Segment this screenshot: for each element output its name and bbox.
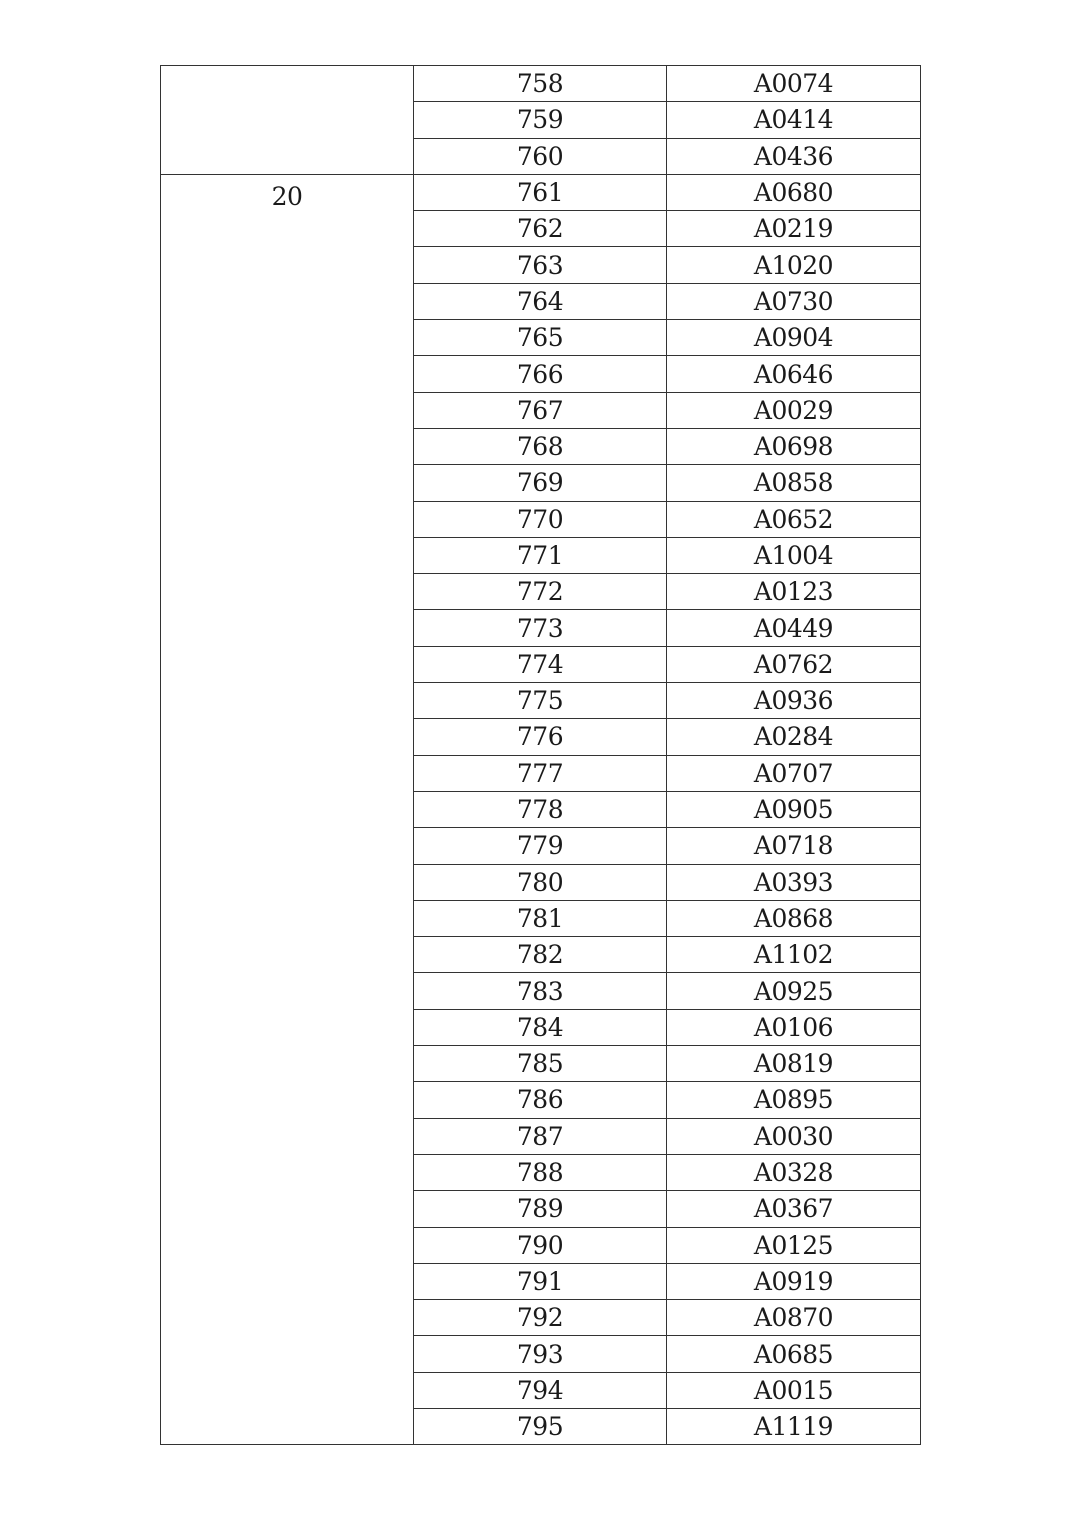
table-body xyxy=(161,66,921,1445)
number-cell: 774 xyxy=(414,646,667,682)
number-cell: 778 xyxy=(414,791,667,827)
number-cell: 765 xyxy=(414,320,667,356)
code-cell: A0074 xyxy=(667,66,921,102)
code-cell: A1102 xyxy=(667,937,921,973)
code-cell: A1020 xyxy=(667,247,921,283)
assignment-table xyxy=(160,65,921,1445)
code-cell: A0858 xyxy=(667,465,921,501)
number-cell: 769 xyxy=(414,465,667,501)
number-cell: 766 xyxy=(414,356,667,392)
number-cell: 763 xyxy=(414,247,667,283)
code-cell: A0030 xyxy=(667,1118,921,1154)
number-cell: 758 xyxy=(414,66,667,102)
code-cell: A0029 xyxy=(667,392,921,428)
code-cell: A0015 xyxy=(667,1372,921,1408)
code-cell: A0123 xyxy=(667,574,921,610)
number-cell: 788 xyxy=(414,1154,667,1190)
number-cell: 768 xyxy=(414,428,667,464)
number-cell: 783 xyxy=(414,973,667,1009)
code-cell: A0652 xyxy=(667,501,921,537)
code-cell: A0904 xyxy=(667,320,921,356)
number-cell: 772 xyxy=(414,574,667,610)
number-cell: 775 xyxy=(414,683,667,719)
code-cell: A1119 xyxy=(667,1408,921,1444)
number-cell: 776 xyxy=(414,719,667,755)
number-cell: 792 xyxy=(414,1300,667,1336)
code-cell: A0870 xyxy=(667,1300,921,1336)
code-cell: A0685 xyxy=(667,1336,921,1372)
group-cell xyxy=(161,66,414,175)
number-cell: 760 xyxy=(414,138,667,174)
code-cell: A0436 xyxy=(667,138,921,174)
code-cell: A0698 xyxy=(667,428,921,464)
group-cell: 20 xyxy=(161,174,414,1444)
code-cell: A0106 xyxy=(667,1009,921,1045)
number-cell: 781 xyxy=(414,900,667,936)
code-cell: A0868 xyxy=(667,900,921,936)
code-cell: A0925 xyxy=(667,973,921,1009)
code-cell: A0936 xyxy=(667,683,921,719)
number-cell: 771 xyxy=(414,537,667,573)
number-cell: 794 xyxy=(414,1372,667,1408)
code-cell: A0895 xyxy=(667,1082,921,1118)
code-cell: A0125 xyxy=(667,1227,921,1263)
number-cell: 782 xyxy=(414,937,667,973)
code-cell: A0284 xyxy=(667,719,921,755)
number-cell: 762 xyxy=(414,211,667,247)
number-cell: 759 xyxy=(414,102,667,138)
code-cell: A0393 xyxy=(667,864,921,900)
number-cell: 777 xyxy=(414,755,667,791)
code-cell: A0762 xyxy=(667,646,921,682)
number-cell: 779 xyxy=(414,828,667,864)
number-cell: 767 xyxy=(414,392,667,428)
number-cell: 786 xyxy=(414,1082,667,1118)
table-row xyxy=(161,174,921,210)
code-cell: A0730 xyxy=(667,283,921,319)
number-cell: 764 xyxy=(414,283,667,319)
code-cell: A0414 xyxy=(667,102,921,138)
code-cell: A1004 xyxy=(667,537,921,573)
number-cell: 795 xyxy=(414,1408,667,1444)
number-cell: 784 xyxy=(414,1009,667,1045)
code-cell: A0919 xyxy=(667,1263,921,1299)
code-cell: A0680 xyxy=(667,174,921,210)
number-cell: 773 xyxy=(414,610,667,646)
number-cell: 791 xyxy=(414,1263,667,1299)
number-cell: 790 xyxy=(414,1227,667,1263)
code-cell: A0718 xyxy=(667,828,921,864)
code-cell: A0819 xyxy=(667,1046,921,1082)
code-cell: A0707 xyxy=(667,755,921,791)
number-cell: 785 xyxy=(414,1046,667,1082)
number-cell: 789 xyxy=(414,1191,667,1227)
code-cell: A0328 xyxy=(667,1154,921,1190)
code-cell: A0367 xyxy=(667,1191,921,1227)
number-cell: 793 xyxy=(414,1336,667,1372)
code-cell: A0646 xyxy=(667,356,921,392)
code-cell: A0905 xyxy=(667,791,921,827)
code-cell: A0449 xyxy=(667,610,921,646)
number-cell: 787 xyxy=(414,1118,667,1154)
number-cell: 780 xyxy=(414,864,667,900)
number-cell: 761 xyxy=(414,174,667,210)
code-cell: A0219 xyxy=(667,211,921,247)
table-row xyxy=(161,66,921,102)
number-cell: 770 xyxy=(414,501,667,537)
